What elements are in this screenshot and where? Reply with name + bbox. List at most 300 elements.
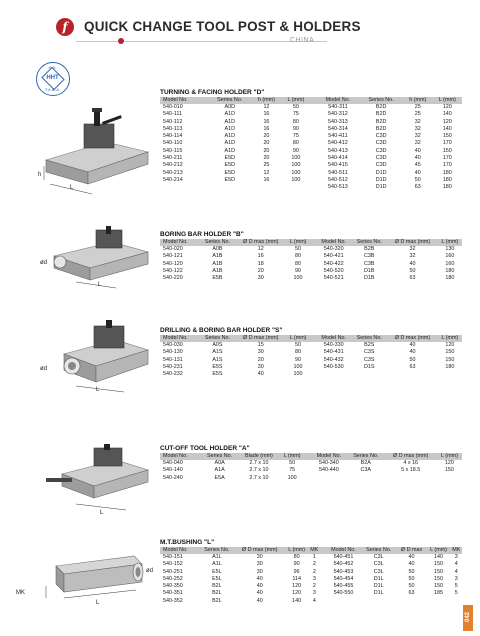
table-cell: 540-421 (323, 253, 344, 260)
table-cell: 16 (263, 125, 270, 132)
table-cell: A1D (224, 133, 235, 140)
table-cell: 540-140 (163, 467, 183, 474)
table-cell: 100 (291, 155, 301, 162)
table-cell: 2.7 x 10 (249, 460, 269, 466)
table-cell (351, 371, 387, 378)
table-cell: D1L (373, 575, 384, 582)
section-drilling-boring (160, 326, 462, 378)
table-cell: B2L (212, 597, 222, 604)
table-cell: E5L (212, 575, 222, 582)
table-cell: A1S (212, 349, 223, 356)
table-cell: 20 (257, 267, 264, 274)
col-model: Model No. (311, 453, 347, 460)
table-cell: 150 (444, 467, 454, 474)
table-cell: 40 (414, 147, 421, 154)
col-model: Model No. (160, 453, 201, 460)
table-cell: 2 (312, 583, 316, 590)
table-cell: 170 (442, 155, 452, 162)
table-cell: B2S (364, 342, 375, 348)
table-cell: 2 (312, 561, 316, 568)
table-cell (252, 184, 282, 191)
origin-label: CHINA (290, 37, 315, 44)
table-cell: 15 (257, 342, 264, 348)
table-cell: 80 (295, 260, 302, 267)
table-body (160, 460, 462, 482)
table-cell (326, 598, 361, 605)
col-series: Series No. (199, 239, 235, 246)
table-cell: 100 (293, 275, 303, 282)
dim-MK-label: MK (16, 590, 25, 596)
dim-h-label: h (38, 172, 42, 178)
table-cell: 25 (263, 162, 270, 169)
table-cell: A1L (212, 561, 222, 568)
table-cell: 540-314 (328, 125, 348, 132)
table-cell: D1B (364, 275, 375, 282)
table-cell: 540-110 (163, 140, 183, 147)
col-dmax: Ø D max (mm) (384, 453, 436, 460)
table-cell: 540-131 (163, 356, 183, 363)
col-model: Model No. (316, 335, 351, 342)
table-cell (361, 598, 397, 605)
table-cell: A1B (212, 267, 223, 274)
section-mt-bushing (160, 538, 462, 605)
section-boring-bar (160, 230, 462, 282)
col-dmax: Ø D max (mm) (235, 239, 286, 246)
spec-table (160, 335, 462, 378)
table-cell: 540-111 (163, 111, 182, 118)
table-cell: 540-512 (328, 176, 348, 183)
table-row (160, 590, 462, 597)
col-series: Series No. (359, 97, 403, 104)
col-dmax: Ø D max (397, 547, 427, 554)
table-cell: 32 (414, 125, 421, 132)
table-cell: 540-520 (323, 267, 344, 274)
table-cell: D1D (375, 184, 387, 191)
table-cell: 4 x 16 (403, 460, 419, 466)
table-cell: 540-330 (323, 342, 344, 348)
table-cell: 63 (414, 184, 421, 191)
table-cell: 40 (257, 371, 264, 378)
table-cell: 3 (454, 554, 458, 560)
table-cell: 540-240 (163, 474, 183, 481)
table-cell: 540-311 (328, 104, 348, 110)
table-cell: 80 (293, 554, 300, 560)
table-row (160, 554, 462, 561)
table-cell: C3D (375, 140, 387, 147)
brand-logo: f (56, 18, 74, 36)
badge-bottom-text: T.A.M.A. (44, 87, 61, 92)
table-cell (397, 598, 427, 605)
table-cell: 30 (256, 568, 263, 575)
col-mk: MK (452, 547, 461, 553)
table-row (160, 177, 462, 184)
table-cell: 540-152 (163, 561, 183, 568)
table-cell: C3D (375, 133, 387, 140)
page-number-tab (463, 605, 473, 631)
table-cell: 80 (292, 118, 299, 125)
table-cell: D1B (364, 267, 375, 274)
table-row (160, 126, 462, 133)
table-cell: 16 (257, 253, 264, 260)
table-cell: 150 (434, 561, 444, 568)
table-cell: 100 (287, 474, 297, 481)
table-cell: 140 (442, 111, 452, 118)
table-cell: E5D (224, 176, 235, 183)
table-cell: 40 (409, 260, 416, 267)
table-cell: 3 (454, 575, 458, 582)
col-l: L (mm) (281, 97, 310, 104)
col-blade: Blade (mm) (238, 453, 279, 460)
table-cell: 114 (292, 575, 301, 582)
table-cell: A1D (224, 125, 235, 132)
table-cell: 540-432 (323, 356, 344, 363)
table-cell: 100 (291, 176, 301, 183)
table-row (160, 140, 462, 147)
table-cell: D1L (373, 590, 384, 597)
table-body (160, 342, 462, 378)
table-cell: 90 (293, 561, 300, 568)
col-h: h (mm) (252, 97, 282, 104)
table-cell: 16 (263, 111, 270, 118)
table-cell: 540-030 (163, 342, 183, 348)
table-cell: E5D (224, 162, 235, 169)
col-dmax: Ø D max (mm) (387, 335, 438, 342)
table-header-row (160, 453, 462, 460)
table-cell: A0S (212, 342, 223, 348)
table-row (160, 155, 462, 162)
table-cell: 120 (442, 118, 452, 125)
col-model: Model No. (326, 547, 361, 554)
table-cell: 3 (312, 575, 316, 582)
table-cell: 12 (257, 246, 264, 252)
col-series: Series No. (201, 453, 238, 460)
table-cell: B2D (375, 125, 387, 132)
table-cell (438, 371, 462, 378)
table-row (160, 475, 462, 482)
table-cell: 540-251 (163, 568, 183, 575)
table-cell (427, 598, 451, 605)
table-cell: 4 (454, 568, 458, 575)
table-cell: 50 (409, 267, 416, 274)
table-cell (387, 371, 438, 378)
table-cell: E5S (212, 363, 223, 370)
table-cell: 150 (445, 356, 455, 363)
table-row (160, 268, 462, 275)
table-cell: 150 (434, 568, 444, 575)
col-l: L (mm) (286, 335, 310, 342)
table-cell: 540-115 (163, 147, 183, 154)
table-cell: 540-252 (163, 575, 183, 582)
table-cell: 540-452 (333, 561, 354, 568)
table-cell: 30 (257, 349, 264, 356)
table-header-row (160, 547, 462, 554)
section-turning-facing (160, 88, 462, 192)
table-cell: 80 (292, 140, 299, 147)
table-cell: A1B (212, 253, 223, 260)
col-dmax: Ø D max (mm) (387, 239, 438, 246)
table-cell: 32 (409, 246, 416, 252)
table-cell: 4 (454, 561, 458, 568)
table-cell: 80 (295, 253, 302, 260)
table-cell: 50 (408, 583, 415, 590)
table-cell: 2.7 x 10 (249, 474, 269, 481)
table-cell: B2L (212, 590, 222, 597)
table-row (160, 569, 462, 576)
table-cell: E5D (224, 169, 235, 176)
col-series: Series No. (361, 547, 397, 554)
table-cell: 540-455 (333, 583, 354, 590)
table-cell: 20 (263, 147, 270, 154)
table-cell: 540-320 (323, 246, 344, 252)
table-cell: E5S (212, 371, 223, 378)
dim-od-label: ød (146, 568, 154, 574)
table-cell: 50 (409, 356, 416, 363)
table-cell: 540-121 (163, 253, 183, 260)
table-cell: 25 (414, 111, 421, 118)
dim-od-label: ød (40, 366, 48, 372)
table-cell: D1S (364, 363, 375, 370)
table-body (160, 554, 462, 605)
table-cell: D1D (375, 176, 387, 183)
table-cell: 40 (409, 349, 416, 356)
table-cell: 540-530 (323, 363, 344, 370)
table-cell: 32 (414, 140, 421, 147)
col-l: L (mm) (427, 547, 451, 554)
table-cell: 180 (445, 267, 455, 274)
table-cell: A1D (224, 111, 235, 118)
table-cell: 3 (312, 590, 316, 597)
table-cell: 540-213 (163, 169, 183, 176)
table-row (160, 119, 462, 126)
table-cell: 32 (409, 253, 416, 260)
table-cell: 540-112 (163, 118, 183, 125)
table-cell: 540-412 (328, 140, 348, 147)
col-model: Model No. (160, 335, 199, 342)
table-cell: 540-415 (328, 162, 348, 169)
table-cell: A1D (224, 147, 235, 154)
table-cell: 120 (292, 590, 302, 597)
section-title: CUT-OFF TOOL HOLDER "A" (160, 445, 250, 452)
table-cell: 16 (263, 176, 270, 183)
table-cell: 25 (414, 104, 421, 110)
col-l: L (mm) (433, 97, 462, 104)
table-row (160, 561, 462, 568)
table-cell: 140 (434, 554, 444, 560)
table-cell: 540-232 (163, 371, 183, 378)
quality-badge-icon (36, 62, 70, 96)
dim-L-label: L (98, 282, 102, 288)
table-cell: 50 (408, 568, 415, 575)
table-cell: 180 (445, 363, 455, 370)
table-cell (384, 475, 436, 482)
table-cell: 180 (445, 275, 455, 282)
table-row (160, 357, 462, 364)
table-cell: 50 (408, 575, 415, 582)
table-cell: 18 (257, 260, 264, 267)
table-cell: 20 (263, 133, 270, 140)
table-row (160, 111, 462, 118)
table-cell: A1S (212, 356, 223, 363)
col-model: Model No. (160, 547, 199, 554)
table-cell: 75 (289, 467, 296, 474)
table-cell: 150 (445, 349, 455, 356)
table-cell (316, 371, 351, 378)
table-cell: B2B (364, 246, 375, 252)
table-cell: 540-211 (163, 155, 183, 162)
table-cell (281, 184, 310, 191)
table-cell (208, 184, 252, 191)
table-cell: 540-130 (163, 349, 183, 356)
badge-top-text: H.D. (48, 65, 57, 70)
table-row (160, 170, 462, 177)
table-cell: E5L (212, 568, 222, 575)
table-cell: 20 (263, 155, 270, 162)
table-cell: 540-020 (163, 246, 183, 252)
table-cell: 5 (454, 590, 458, 597)
table-row (160, 598, 462, 605)
table-cell: 540-513 (328, 184, 348, 191)
table-cell: 170 (442, 140, 452, 147)
table-row (160, 133, 462, 140)
table-cell (451, 598, 463, 605)
table-cell (311, 475, 347, 482)
table-cell: 170 (442, 162, 452, 169)
table-cell: B2A (360, 460, 371, 466)
table-cell: 32 (414, 118, 421, 125)
table-cell: 540-231 (163, 363, 183, 370)
col-series: Series No. (351, 239, 387, 246)
table-row (160, 275, 462, 282)
table-header-row (160, 335, 462, 342)
table-cell: 120 (444, 460, 454, 466)
table-cell: 30 (257, 363, 264, 370)
page-header (0, 0, 480, 46)
dim-L-label: L (70, 185, 74, 191)
table-cell: 50 (289, 460, 296, 466)
table-cell: 540-453 (333, 568, 354, 575)
table-cell: A1L (212, 554, 222, 560)
section-cut-off (160, 444, 462, 482)
table-cell: 540-120 (163, 260, 183, 267)
table-cell: A1D (224, 118, 235, 125)
table-cell: 540-212 (163, 162, 183, 169)
table-cell: C3B (364, 260, 375, 267)
table-cell: 1 (312, 554, 316, 560)
table-cell: 20 (257, 356, 264, 363)
table-cell: 120 (442, 104, 452, 110)
table-cell: 540-151 (163, 554, 183, 560)
table-header-row (160, 239, 462, 246)
table-row (160, 364, 462, 371)
table-cell: 540-414 (328, 155, 348, 162)
table-cell: 20 (263, 140, 270, 147)
table-cell: C3D (375, 162, 387, 169)
table-cell: B2D (375, 104, 387, 110)
col-l: L (mm) (280, 453, 305, 460)
table-cell: 50 (414, 176, 421, 183)
table-cell: 40 (256, 590, 263, 597)
page-title: QUICK CHANGE TOOL POST & HOLDERS (84, 19, 361, 34)
table-row (160, 371, 462, 378)
table-cell: C3D (375, 155, 387, 162)
table-cell: 180 (442, 176, 452, 183)
col-l: L (mm) (437, 453, 462, 460)
col-model: Model No. (160, 97, 208, 104)
boring-holder-illustration (36, 226, 156, 296)
spec-table (160, 453, 462, 482)
table-cell: 40 (408, 561, 415, 568)
table-body (160, 246, 462, 282)
table-cell: 140 (442, 125, 452, 132)
section-title: BORING BAR HOLDER "B" (160, 231, 244, 238)
table-cell: 40 (256, 583, 263, 590)
table-cell (347, 475, 384, 482)
table-cell: 130 (445, 246, 455, 252)
table-cell: 160 (445, 253, 455, 260)
table-cell: 150 (434, 575, 444, 582)
table-row (160, 148, 462, 155)
table-cell: 140 (292, 597, 302, 604)
table-cell: 540-451 (333, 554, 354, 560)
table-cell: C3S (364, 349, 375, 356)
table-cell: 32 (414, 133, 421, 140)
table-row (160, 460, 462, 467)
table-cell: C3L (373, 561, 384, 568)
table-cell: 40 (408, 554, 415, 560)
table-cell: 16 (263, 118, 270, 125)
table-cell: 40 (256, 597, 263, 604)
table-cell: 40 (414, 169, 421, 176)
table-cell: 540-550 (333, 590, 354, 597)
table-cell: 30 (256, 554, 263, 560)
col-series: Series No. (351, 335, 387, 342)
table-cell: 540-040 (163, 460, 183, 466)
col-l: L (mm) (286, 239, 310, 246)
table-cell: D1D (375, 169, 387, 176)
dim-L-label: L (96, 600, 100, 606)
table-cell: A1D (224, 140, 235, 147)
table-cell: 100 (291, 162, 301, 169)
table-cell: 540-114 (163, 133, 183, 140)
badge-center-text: HHT (46, 75, 59, 81)
table-cell: 4 (312, 597, 316, 604)
table-cell: 540-351 (163, 590, 183, 597)
table-cell: 2.7 x 10 (249, 467, 269, 474)
table-cell: 160 (445, 260, 455, 267)
section-title: DRILLING & BORING BAR HOLDER "S" (160, 327, 283, 334)
table-cell: 180 (442, 169, 452, 176)
table-cell: 540-220 (163, 275, 183, 282)
table-cell: 90 (295, 267, 302, 274)
table-cell: 12 (263, 169, 270, 176)
table-cell: C3A (360, 467, 372, 474)
table-cell: A0D (224, 104, 235, 110)
dim-L-label: L (96, 387, 100, 393)
table-cell: 30 (256, 561, 263, 568)
table-cell: 100 (293, 363, 303, 370)
table-cell: 540-113 (163, 125, 183, 132)
table-cell: C3L (373, 554, 384, 560)
table-cell: 12 (263, 104, 270, 110)
header-rule (56, 38, 327, 44)
cutoff-holder-illustration (36, 444, 156, 520)
col-h: h (mm) (403, 97, 433, 104)
col-model: Model No. (160, 239, 199, 246)
table-cell: 90 (292, 147, 299, 154)
table-cell: D1L (373, 583, 384, 590)
col-dmax: Ø D max (mm) (235, 547, 285, 554)
table-cell: 540-511 (328, 169, 348, 176)
